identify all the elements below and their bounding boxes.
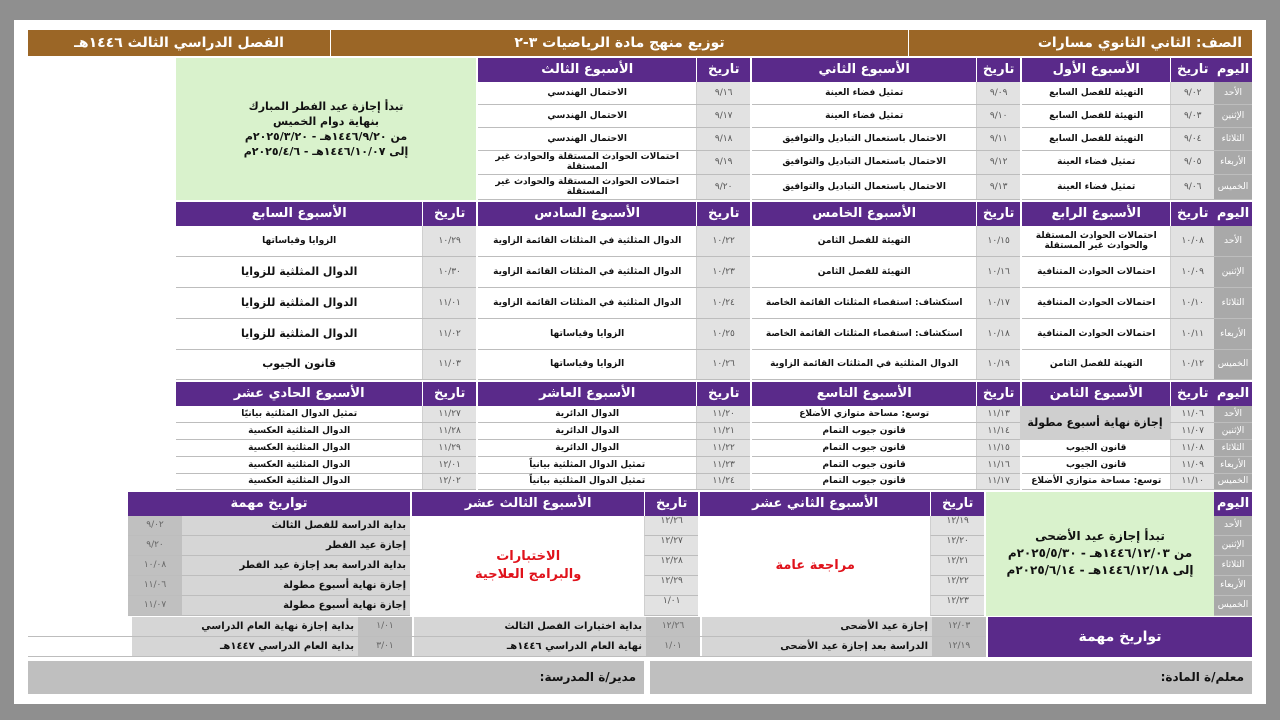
block-3 [28,382,1252,490]
week-title: الأسبوع الخامس [812,206,917,222]
lesson-cell: تمثيل الدوال المثلثية بيانياً [529,459,646,470]
date-header: تاريخ [422,202,476,226]
table-row [752,257,1020,288]
lesson-cell: التهيئة للفصل الثامن [817,235,911,246]
lesson-cell: الاحتمال الهندسي [547,133,627,144]
date-cell: ٩/٠٥ [1170,151,1214,174]
week-13 [410,492,698,616]
date-cell: ١١/٠٩ [1170,457,1214,473]
lesson-cell: الدوال المثلثية العكسية [248,476,351,487]
week-column [1020,202,1214,380]
important-date-label: إجازة نهاية أسبوع مطولة [182,596,410,615]
lesson-cell: تمثيل فضاء العينة [825,87,904,98]
date-cell: ١٠/١٩ [976,350,1020,379]
table-row [478,82,750,105]
lesson-cell: استكشاف: استقصاء المثلثات القائمة الخاصة [765,297,963,308]
date-cell: ١١/٠٦ [1170,406,1214,422]
day-cell: الأحد [1214,516,1252,536]
day-header: اليوم [1216,496,1250,512]
bottom-date-value: ١٢/٢٦ [646,617,700,636]
table-row [752,423,1020,440]
lesson-cell: احتمالات الحوادث المتنافية [1037,328,1156,339]
date-cell: ٩/٠٣ [1170,105,1214,127]
principal-signature: مدير/ة المدرسة: [28,661,644,694]
table-row [176,406,476,423]
table-row [1022,82,1214,105]
bottom-important-title: تواريخ مهمة [986,617,1252,657]
date-cell: ١١/١٦ [976,457,1020,473]
date-header: تاريخ [930,492,984,516]
date-cell: ١٠/٢٣ [696,257,750,287]
date-cell: ٩/١٠ [976,105,1020,127]
date-cell: ١١/١٠ [1170,474,1214,489]
table-row [1022,226,1214,257]
lesson-cell: قانون جيوب التمام [822,442,906,453]
day-cell: الإثنين [1214,423,1252,440]
date-header: تاريخ [422,382,476,406]
day-cell: الإثنين [1214,105,1252,128]
week-title: الأسبوع الثامن [1049,386,1143,402]
table-row [752,128,1020,151]
table-row [176,423,476,440]
lesson-cell: التهيئة للفصل السابع [1049,87,1144,98]
block-3-weeks [174,382,1214,490]
lesson-cell: تمثيل الدوال المثلثية بيانيًا [241,408,358,419]
date-cell: ١٢/٠١ [422,457,476,473]
bottom-date-value: ١٢/٠٣ [932,617,986,636]
important-date-label: إجازة نهاية أسبوع مطولة [182,576,410,595]
date-cell: ١١/١٥ [976,440,1020,456]
date-cell: ١٠/٠٨ [1170,226,1214,256]
day-cell: الأربعاء [1214,457,1252,474]
title-bar [28,30,1252,56]
table-row [1022,128,1214,151]
lesson-cell: توسع: مساحة متوازي الأضلاع [799,408,930,419]
date-cell: ٩/١٣ [976,175,1020,199]
lesson-cell: الدوال المثلثية في المثلثات القائمة الزاوية [770,359,959,370]
week-title: الأسبوع التاسع [816,386,912,402]
date-cell: ٩/١٧ [696,105,750,127]
date-cell: ١١/٢٤ [696,474,750,489]
lesson-cell: الاحتمال باستعمال التباديل والتوافيق [782,157,946,168]
date-cell: ١١/١٧ [976,474,1020,489]
date-cell: ١١/٠٣ [422,350,476,379]
date-cell: ٩/١٢ [976,151,1020,174]
date-cell: ١٠/١٢ [1170,350,1214,379]
bottom-date-value: ١/٠١ [358,617,412,636]
lesson-cell: قانون الجيوب [262,357,337,371]
important-date-row [128,536,410,556]
remedial-label: والبرامج العلاجية [475,566,582,582]
table-row [176,350,476,380]
day-header: اليوم [1216,386,1250,402]
day-cell: الأربعاء [1214,576,1252,596]
table-row [478,457,750,474]
date-header: تاريخ [1170,202,1214,226]
grade-title: الصف: الثاني الثانوي مسارات [908,30,1252,56]
day-cell: الإثنين [1214,536,1252,556]
table-row [752,82,1020,105]
block-2-weeks [174,202,1214,380]
date-header: تاريخ [644,492,698,516]
date-cell: ١١/٢٣ [696,457,750,473]
lesson-cell: احتمالات الحوادث المتنافية [1037,266,1156,277]
lesson-cell: قانون جيوب التمام [822,459,906,470]
lesson-cell: احتمالات الحوادث المستقلة والحوادث غير المستقلة [495,176,679,197]
date-cell: ١٠/١٨ [976,319,1020,349]
lesson-cell: التهيئة للفصل الثامن [1049,359,1143,370]
week-12-dates: ١٢/١٩ ١٢/٢٠ ١٢/٢١ ١٢/٢٢ ١٢/٢٣ [930,516,984,616]
date-cell: ٩/١٩ [696,151,750,174]
date-cell: ١٠/٢٦ [696,350,750,379]
day-header: اليوم [1216,62,1250,78]
date-header: تاريخ [1170,382,1214,406]
table-row [752,175,1020,200]
lesson-cell: استكشاف: استقصاء المثلثات القائمة الخاصة [765,328,963,339]
general-review-label: مراجعة عامة [775,557,855,573]
date-cell: ٩/٠٢ [1170,82,1214,104]
important-date-label: إجازة عيد الفطر [182,536,410,555]
block-1 [28,58,1252,200]
day-cell: الثلاثاء [1214,440,1252,457]
lesson-cell: تمثيل فضاء العينة [1057,181,1136,192]
date-cell: ١٠/١١ [1170,319,1214,349]
fitr-holiday-note: تبدأ إجازة عيد الفطر المبارك بنهاية دوام الخميس من ١٤٤٦/٩/٢٠هـ - ٢٠٢٥/٣/٢٠م إلى ١٤٤٦/١٠/٠٧هـ - ٢٠٢٥/٤/٦م [174,58,476,200]
lesson-cell: الزوايا وقياساتها [262,235,337,246]
date-header: تاريخ [976,58,1020,82]
lesson-cell: الزوايا وقياساتها [550,359,625,370]
bottom-date-label: الدراسة بعد إجازة عيد الأضحى [700,637,932,656]
important-date-value: ١١/٠٧ [128,596,182,615]
table-row [1022,257,1214,288]
lesson-cell: الدوال الدائرية [555,425,620,436]
date-cell: ١١/٢٧ [422,406,476,422]
week-title: الأسبوع الثاني [818,62,910,78]
day-cell: الثلاثاء [1214,128,1252,151]
date-header: تاريخ [696,202,750,226]
table-row [176,457,476,474]
lesson-cell: الزوايا وقياساتها [550,328,625,339]
date-cell: ١٠/٢٢ [696,226,750,256]
lesson-cell: الاحتمال باستعمال التباديل والتوافيق [782,133,946,144]
important-date-row [128,596,410,616]
date-cell: ٩/٠٩ [976,82,1020,104]
term-title: الفصل الدراسي الثالث ١٤٤٦هـ [28,30,330,56]
week-column [174,202,476,380]
plan-title: توزيع منهج مادة الرياضيات ٣-٢ [330,30,908,56]
table-row [1022,175,1214,200]
week-12 [698,492,984,616]
table-row [478,440,750,457]
date-cell: ٩/١٨ [696,128,750,150]
day-cell: الثلاثاء [1214,288,1252,319]
important-date-value: ١٠/٠٨ [128,556,182,575]
date-cell: ١١/٠١ [422,288,476,318]
table-row [752,151,1020,175]
important-dates-title: تواريخ مهمة [230,496,308,512]
week-column [476,202,750,380]
important-dates-list [128,516,410,616]
table-row [478,350,750,380]
lesson-cell: الدوال الدائرية [555,408,620,419]
lesson-cell: الدوال المثلثية للزوايا [241,264,358,278]
important-date-row [128,556,410,576]
lesson-cell: الدوال المثلثية العكسية [248,425,351,436]
lesson-cell: الدوال الدائرية [555,442,620,453]
signature-footer [28,661,1252,694]
exams-label: الاختبارات [496,548,561,564]
day-cell: الخميس [1214,474,1252,490]
date-cell: ١٠/١٧ [976,288,1020,318]
week-column [174,382,476,490]
lesson-cell: قانون جيوب التمام [822,425,906,436]
date-header: تاريخ [1170,58,1214,82]
lesson-cell: الدوال المثلثية العكسية [248,459,351,470]
table-row [1022,105,1214,128]
date-cell: ١٢/٠٢ [422,474,476,489]
table-row [1022,319,1214,350]
bottom-date-value: ١/٠١ [646,637,700,656]
date-cell: ١١/٢٨ [422,423,476,439]
table-row [752,457,1020,474]
day-cell: الأحد [1214,226,1252,257]
day-cell: الخميس [1214,596,1252,616]
date-cell: ١٠/٣٠ [422,257,476,287]
day-column-1 [1214,58,1252,200]
date-cell: ٩/٢٠ [696,175,750,199]
table-row [1022,457,1214,474]
lesson-cell: التهيئة للفصل السابع [1049,110,1144,121]
date-cell: ١١/١٣ [976,406,1020,422]
table-row [752,319,1020,350]
table-row [176,319,476,350]
lesson-cell: الدوال المثلثية في المثلثات القائمة الزاوية [493,235,682,246]
table-row [1022,350,1214,380]
table-row [478,319,750,350]
date-cell: ٩/٠٤ [1170,128,1214,150]
lesson-cell: التهيئة للفصل السابع [1049,133,1144,144]
date-cell: ١٠/٠٩ [1170,257,1214,287]
important-date-row [128,576,410,596]
table-row [176,474,476,490]
lesson-cell: الدوال المثلثية في المثلثات القائمة الزاوية [493,297,682,308]
table-row [478,226,750,257]
date-cell: ١١/٢٠ [696,406,750,422]
table-row [478,288,750,319]
table-row [752,288,1020,319]
day-cell: الأربعاء [1214,151,1252,175]
table-row [752,474,1020,490]
lesson-cell: التهيئة للفصل الثامن [817,266,911,277]
week-column [750,382,1020,490]
table-row [478,406,750,423]
week-title: الأسبوع الرابع [1051,206,1141,222]
lesson-cell: توسع: مساحة متوازي الأضلاع [1031,476,1162,487]
lesson-cell: الدوال المثلثية للزوايا [241,295,358,309]
day-cell: الإثنين [1214,257,1252,288]
table-row [478,128,750,151]
table-row [176,257,476,288]
date-header: تاريخ [976,382,1020,406]
table-row [1022,474,1214,490]
lesson-cell: الدوال المثلثية في المثلثات القائمة الزاوية [493,266,682,277]
date-header: تاريخ [696,58,750,82]
week-column [750,202,1020,380]
date-cell: ٩/١١ [976,128,1020,150]
date-cell: ١٠/٢٤ [696,288,750,318]
table-row [478,423,750,440]
lesson-cell: احتمالات الحوادث المستقلة والحوادث غير المستقلة [495,152,679,173]
teacher-signature: معلم/ة المادة: [650,661,1252,694]
block-2 [28,202,1252,380]
adha-holiday-note: تبدأ إجازة عيد الأضحى من ١٤٤٦/١٢/٠٣هـ - ٢٠٢٥/٥/٣٠م إلى ١٤٤٦/١٢/١٨هـ - ٢٠٢٥/٦/١٤م [984,492,1214,616]
important-date-value: ٩/٢٠ [128,536,182,555]
week-title: الأسبوع الأول [1052,62,1140,78]
week-title: الأسبوع السادس [534,206,641,222]
week-column [476,58,750,200]
lesson-cell: احتمالات الحوادث المتنافية [1037,297,1156,308]
important-date-value: ٩/٠٢ [128,516,182,535]
day-column-3 [1214,382,1252,490]
important-dates-box [128,492,410,616]
important-date-label: بداية الدراسة بعد إجازة عيد الفطر [182,556,410,575]
bottom-dates-row [28,637,986,657]
table-row [478,151,750,175]
day-cell: الأربعاء [1214,319,1252,350]
lesson-cell: قانون الجيوب [1066,442,1127,453]
table-row [1022,151,1214,175]
bottom-dates-grid [28,617,986,657]
lesson-cell: الاحتمال باستعمال التباديل والتوافيق [782,181,946,192]
lesson-cell: تمثيل فضاء العينة [825,110,904,121]
curriculum-sheet [28,30,1252,694]
date-cell: ٩/١٦ [696,82,750,104]
bottom-block [28,617,1252,657]
lesson-cell: قانون الجيوب [1066,459,1127,470]
date-cell: ١١/٠٧ [1170,423,1214,439]
table-row [478,257,750,288]
lesson-cell: احتمالات الحوادث المستقلة والحوادث غير المستقلة [1035,230,1157,251]
week-column [1020,58,1214,200]
table-row [478,175,750,200]
page-frame [14,20,1266,704]
bottom-date-value: ١٢/١٩ [932,637,986,656]
week-title: الأسبوع الحادي عشر [233,386,365,402]
day-cell: الأحد [1214,406,1252,423]
date-cell: ١٠/١٥ [976,226,1020,256]
date-cell: ١٠/٢٥ [696,319,750,349]
table-row [752,406,1020,423]
table-row [176,288,476,319]
date-cell: ١١/٢٢ [696,440,750,456]
table-row [752,226,1020,257]
day-cell: الخميس [1214,350,1252,380]
important-date-label: بداية الدراسة للفصل الثالث [182,516,410,535]
date-cell: ١١/٢١ [696,423,750,439]
table-row [478,105,750,128]
day-cell: الأحد [1214,82,1252,105]
date-cell: ١٠/١٠ [1170,288,1214,318]
bottom-date-label: نهاية العام الدراسي ١٤٤٦هـ [412,637,646,656]
bottom-date-label: بداية اختبارات الفصل الثالث [412,617,646,636]
lesson-cell: قانون جيوب التمام [822,476,906,487]
bottom-date-label: بداية إجازة نهاية العام الدراسي [130,617,358,636]
important-date-row [128,516,410,536]
week-title: الأسبوع الثالث [541,62,634,78]
date-cell: ١١/٠٨ [1170,440,1214,456]
week-title: الأسبوع العاشر [539,386,636,402]
long-weekend-cell: إجازة نهاية أسبوع مطولة [1020,406,1170,440]
lesson-cell: تمثيل الدوال المثلثية بيانياً [529,476,646,487]
date-cell: ١١/٢٩ [422,440,476,456]
week-13-dates: ١٢/٢٦ ١٢/٢٧ ١٢/٢٨ ١٢/٢٩ ١/٠١ [644,516,698,616]
week-13-title: الأسبوع الثالث عشر [464,496,592,512]
week-title: الأسبوع السابع [251,206,347,222]
block-4 [28,492,1252,616]
lesson-cell: الاحتمال الهندسي [547,110,627,121]
date-cell: ٩/٠٦ [1170,175,1214,199]
bottom-dates-row [28,617,986,637]
day-cell: الخميس [1214,175,1252,200]
lesson-cell: الاحتمال الهندسي [547,87,627,98]
bottom-date-label: إجازة عيد الأضحى [700,617,932,636]
day-header: اليوم [1216,206,1250,222]
bottom-date-label: بداية العام الدراسي ١٤٤٧هـ [130,637,358,656]
day-column-2 [1214,202,1252,380]
table-row [478,474,750,490]
date-header: تاريخ [976,202,1020,226]
table-row [176,440,476,457]
bottom-date-value: ٣/٠١ [358,637,412,656]
week-column [1020,382,1214,490]
lesson-cell: الدوال المثلثية للزوايا [241,326,358,340]
table-row [752,440,1020,457]
table-row [752,105,1020,128]
date-cell: ١٠/٢٩ [422,226,476,256]
week-column [476,382,750,490]
important-date-value: ١١/٠٦ [128,576,182,595]
week-column [750,58,1020,200]
table-row [1022,288,1214,319]
table-row [1022,440,1214,457]
date-cell: ١١/٠٢ [422,319,476,349]
day-cell: الثلاثاء [1214,556,1252,576]
date-cell: ١٠/١٦ [976,257,1020,287]
block-1-weeks [476,58,1214,200]
table-row [176,226,476,257]
lesson-cell: الدوال المثلثية العكسية [248,442,351,453]
week-12-title: الأسبوع الثاني عشر [752,496,879,512]
table-row [752,350,1020,380]
lesson-cell: تمثيل فضاء العينة [1057,157,1136,168]
date-cell: ١١/١٤ [976,423,1020,439]
date-header: تاريخ [696,382,750,406]
day-column-4 [1214,492,1252,616]
